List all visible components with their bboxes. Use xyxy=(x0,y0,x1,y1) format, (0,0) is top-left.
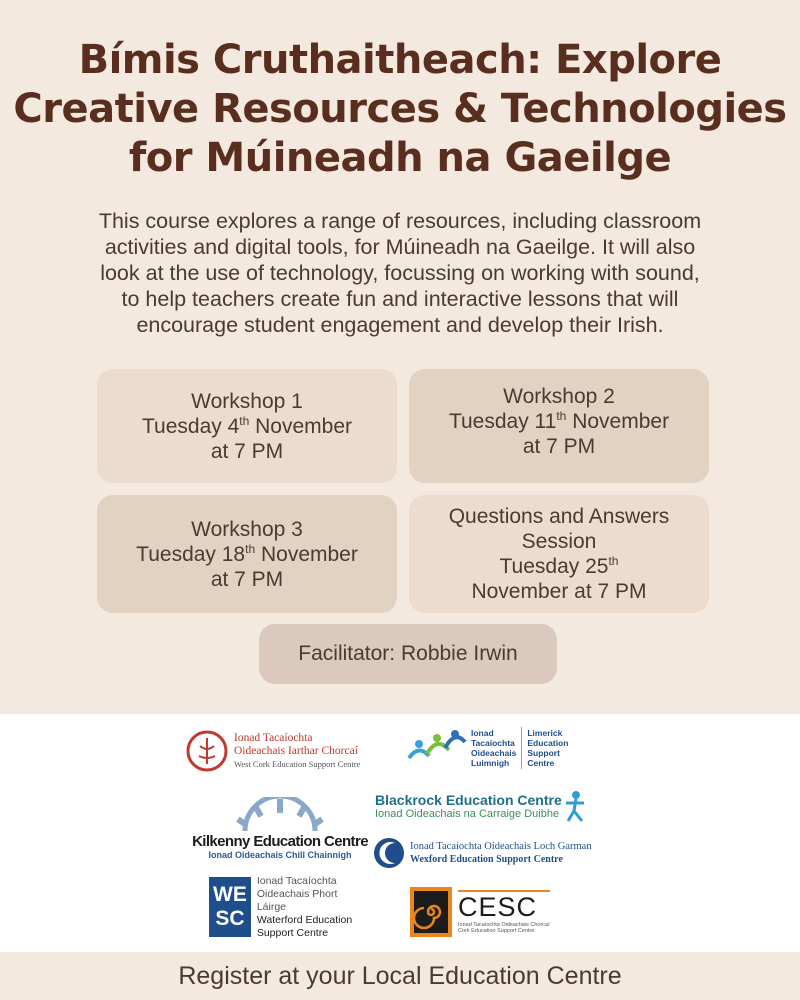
blackrock-figure-icon xyxy=(562,789,588,823)
course-description: This course explores a range of resources, including classroom activities and digital tools, for Múineadh na Gaeilge. It will also look at the use of technology, focussing on working with sound, to help teachers create fun and interactive lessons that will encourage student engagement and develop their Irish. xyxy=(98,209,702,337)
poster-title: Bímis Cruthaitheach: Explore Creative Resources & Technologies for Múineadh na Gaeilge xyxy=(13,37,787,181)
west-cork-logo: Ionad Tacaíochta Oideachais Iarthar Chorcaí West Cork Education Support Centre xyxy=(186,726,376,776)
waterford-logo: WE SC Ionad Tacaíochta Oideachais Phort Láirge Waterford Education Support Centre xyxy=(209,876,369,938)
wexford-wave-icon xyxy=(373,837,405,869)
limerick-figures-icon xyxy=(405,726,467,770)
workshop-3-card: Workshop 3 Tuesday 18th November at 7 PM xyxy=(97,495,397,613)
cesc-logo: CESC Ionad Tacaíochta Oideachais Chorcaí Cork Education Support Centre xyxy=(410,884,570,940)
workshop-2-card: Workshop 2 Tuesday 11th November at 7 PM xyxy=(409,369,709,483)
blackrock-logo: Blackrock Education Centre Ionad Oideachais na Carraige Duibhe xyxy=(375,786,610,826)
qa-session-card: Questions and Answers Session Tuesday 25th November at 7 PM xyxy=(409,495,709,613)
wexford-logo: Ionad Tacaíochta Oideachais Loch Garman Wexford Education Support Centre xyxy=(373,836,613,870)
partner-logos xyxy=(0,714,800,952)
west-cork-emblem-icon xyxy=(186,730,228,772)
cesc-spiral-icon xyxy=(410,887,452,937)
limerick-logo: Ionad Tacaíochta Oideachais Luimnigh Limerick Education Support Centre xyxy=(405,720,585,776)
kilkenny-logo: Kilkenny Education Centre Ionad Oideachais Chill Chainnigh xyxy=(200,786,360,860)
register-footer: Register at your Local Education Centre xyxy=(0,952,800,1000)
kilkenny-sunrise-icon xyxy=(225,797,335,831)
workshop-1-card: Workshop 1 Tuesday 4th November at 7 PM xyxy=(97,369,397,483)
facilitator-badge: Facilitator: Robbie Irwin xyxy=(259,624,557,684)
